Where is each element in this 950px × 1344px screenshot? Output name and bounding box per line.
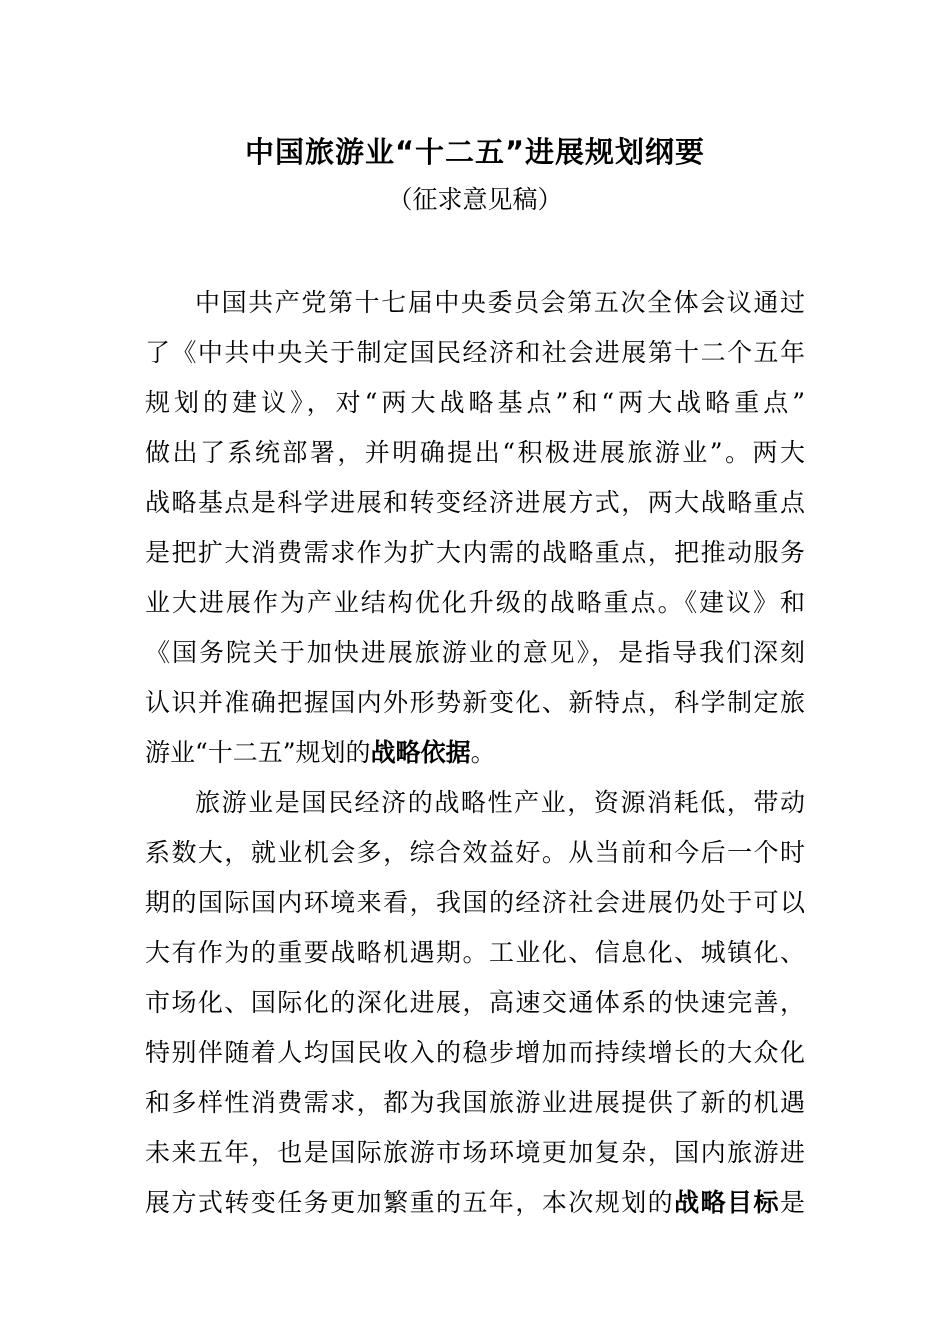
paragraph-2 bbox=[145, 778, 805, 1228]
text-line-last bbox=[145, 728, 805, 778]
text-line: 中国共产党第十七届中央委员会第五次全体会议通过 bbox=[195, 288, 805, 317]
text-line: 大有作为的重要战略机遇期。工业化、信息化、城镇化、 bbox=[145, 938, 805, 967]
paragraph-1 bbox=[145, 278, 805, 778]
text-line: 《国务院关于加快进展旅游业的意见》，是指导我们深刻 bbox=[145, 638, 805, 667]
text-line: 战略基点是科学进展和转变经济进展方式，两大战略重点 bbox=[145, 488, 805, 517]
document-subtitle: （征求意见稿） bbox=[387, 185, 563, 214]
text-line: 是把扩大消费需求作为扩大内需的战略重点，把推动服务 bbox=[145, 538, 805, 567]
text-run: 游业“十二五”规划的 bbox=[145, 738, 371, 767]
text-line: 业大进展作为产业结构优化升级的战略重点。《建议》和 bbox=[145, 588, 805, 617]
emphasis-strategy-basis: 战略依据 bbox=[370, 738, 471, 767]
text-line: 和多样性消费需求，都为我国旅游业进展提供了新的机遇 bbox=[145, 1088, 805, 1117]
text-run: 是 bbox=[779, 1188, 805, 1217]
text-line: 认识并准确把握国内外形势新变化、新特点，科学制定旅 bbox=[145, 688, 805, 717]
text-line: 市场化、国际化的深化进展，高速交通体系的快速完善， bbox=[145, 988, 805, 1017]
text-line: 期的国际国内环境来看，我国的经济社会进展仍处于可以 bbox=[145, 888, 805, 917]
document-body bbox=[145, 278, 805, 1228]
emphasis-strategy-goal: 战略目标 bbox=[674, 1188, 780, 1217]
text-run: 。 bbox=[470, 738, 496, 767]
text-line: 旅游业是国民经济的战略性产业，资源消耗低，带动 bbox=[195, 788, 805, 817]
text-line: 了《中共中央关于制定国民经济和社会进展第十二个五年 bbox=[145, 338, 805, 367]
text-run: 展方式转变任务更加繁重的五年，本次规划的 bbox=[145, 1188, 675, 1217]
text-line: 系数大，就业机会多，综合效益好。从当前和今后一个时 bbox=[145, 838, 805, 867]
text-line: 未来五年，也是国际旅游市场环境更加复杂，国内旅游进 bbox=[145, 1138, 805, 1167]
document-title: 中国旅游业“十二五”进展规划纲要 bbox=[244, 135, 706, 169]
text-line-last bbox=[145, 1178, 805, 1228]
text-line: 做出了系统部署，并明确提出“积极进展旅游业”。两大 bbox=[145, 438, 805, 467]
text-line: 规划的建议》，对“两大战略基点”和“两大战略重点” bbox=[145, 388, 805, 417]
text-line: 特别伴随着人均国民收入的稳步增加而持续增长的大众化 bbox=[145, 1038, 805, 1067]
